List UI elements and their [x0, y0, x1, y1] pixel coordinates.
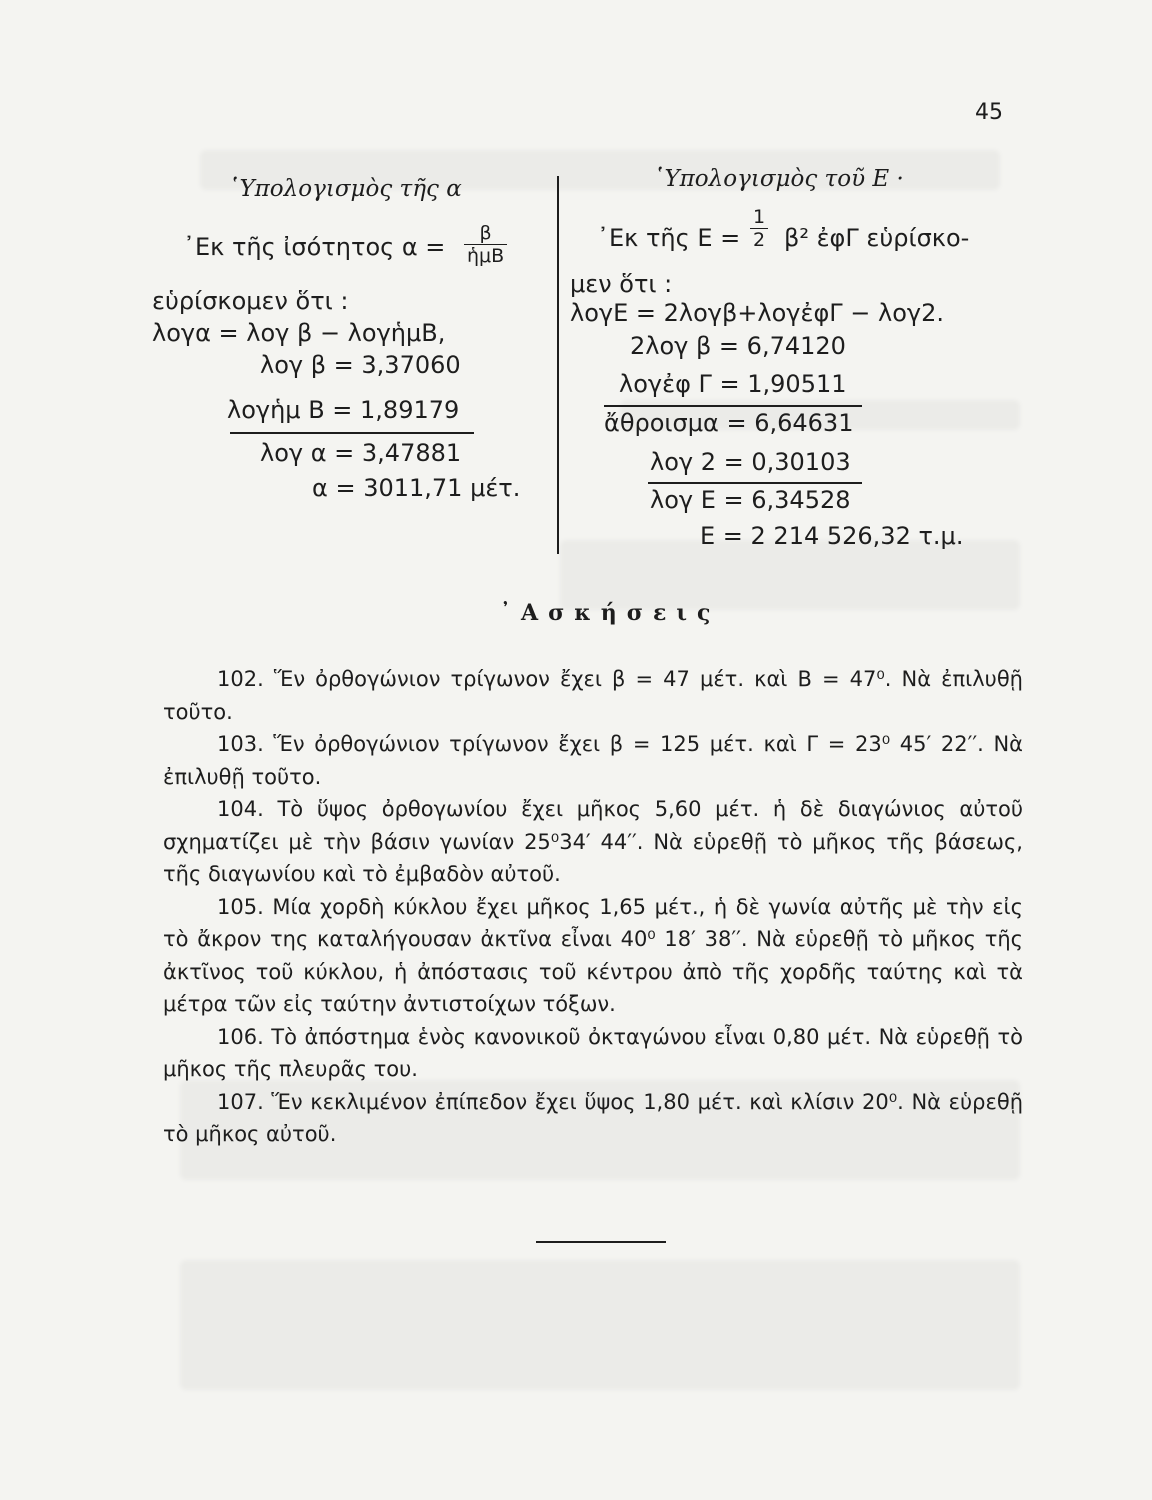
exercise-106: 106. Τὸ ἀπόστημα ἑνὸς κανονικοῦ ὀκταγώνου εἶναι 0,80 μέτ. Νὰ εὑρεθῇ τὸ μῆκος τῆς πλευρᾶς του.: [163, 1024, 1023, 1081]
left-line-1: λογα = λογ β − λογἡμΒ,: [152, 319, 446, 347]
left-fraction-numerator: β: [464, 222, 507, 245]
exercises-title: ᾿Ασκήσεις: [500, 600, 721, 626]
left-equation-text: ᾿Εκ τῆς ἰσότητος α =: [183, 233, 446, 261]
right-fraction-numerator: 1: [750, 206, 768, 229]
left-line-4: λογ α = 3,47881: [260, 439, 462, 467]
left-fraction-denominator: ἡμΒ: [467, 245, 505, 267]
column-divider: [557, 176, 559, 554]
right-line-6: λογ Ε = 6,34528: [650, 486, 851, 514]
right-equation-text-a: ᾿Εκ τῆς Ε =: [597, 224, 741, 252]
left-line-5: α = 3011,71 μέτ.: [312, 474, 521, 502]
right-line-1: λογΕ = 2λογβ+λογἐφΓ − λογ2.: [570, 299, 945, 327]
right-sum-rule-1: [604, 405, 862, 407]
right-line-4: ἄθροισμα = 6,64631: [604, 409, 854, 437]
right-find-text: μεν ὅτι :: [570, 270, 673, 298]
exercise-105: 105. Μία χορδὴ κύκλου ἔχει μῆκος 1,65 μέτ., ἡ δὲ γωνία αὐτῆς μὲ τὴν εἰς τὸ ἄκρον της καταλήγουσαν ἀκτῖνα εἶναι 40⁰ 18′ 38′′. Νὰ εὑρεθῇ τὸ μῆκος τῆς ἀκτῖνος τοῦ κύκλου, ἡ ἀπόστασις τοῦ κέντρου ἀπὸ τῆς χορδῆς ταύτης καὶ τὰ μέτρα τῶν εἰς ταύτην ἀντιστοίχων τόξων.: [163, 894, 1023, 1016]
right-heading: ῾Υπολογισμὸς τοῦ Ε ·: [653, 166, 904, 192]
right-line-5: λογ 2 = 0,30103: [650, 448, 851, 476]
exercise-104: 104. Τὸ ὕψος ὀρθογωνίου ἔχει μῆκος 5,60 μέτ. ἡ δὲ διαγώνιος αὐτοῦ σχηματίζει μὲ τὴν βάσιν γωνίαν 25⁰34′ 44′′. Νὰ εὑρεθῇ τὸ μῆκος τῆς βάσεως, τῆς διαγωνίου καὶ τὸ ἐμβαδὸν αὐτοῦ.: [163, 797, 1023, 886]
left-line-2: λογ β = 3,37060: [260, 351, 461, 379]
right-sum-rule-2: [648, 482, 862, 484]
right-equation-text-b: β² ἐφΓ εὑρίσκο-: [784, 224, 970, 252]
left-heading: ῾Υπολογισμὸς τῆς α: [228, 176, 462, 202]
page-number: 45: [975, 100, 1003, 125]
left-line-3: λογἡμ Β = 1,89179: [227, 396, 460, 424]
right-line-7: Ε = 2 214 526,32 τ.μ.: [700, 522, 964, 550]
exercise-103: 103. Ἕν ὀρθογώνιον τρίγωνον ἔχει β = 125 μέτ. καὶ Γ = 23⁰ 45′ 22′′. Νὰ ἐπιλυθῇ τοῦτο.: [163, 732, 1023, 789]
section-separator: [536, 1241, 666, 1243]
left-find-text: εὑρίσκομεν ὅτι :: [152, 287, 349, 315]
left-sum-rule: [230, 432, 474, 434]
bleed-through: [180, 1260, 1020, 1390]
right-line-2: 2λογ β = 6,74120: [630, 332, 846, 360]
right-fraction: [750, 206, 768, 251]
exercise-102: 102. Ἕν ὀρθογώνιον τρίγωνον ἔχει β = 47 μέτ. καὶ Β = 47⁰. Νὰ ἐπιλυθῇ τοῦτο.: [163, 667, 1023, 724]
right-fraction-denominator: 2: [753, 229, 766, 251]
exercise-107: 107. Ἕν κεκλιμένον ἐπίπεδον ἔχει ὕψος 1,80 μέτ. καὶ κλίσιν 20⁰. Νὰ εὑρεθῇ τὸ μῆκος αὐτοῦ.: [163, 1089, 1023, 1146]
right-line-3: λογἐφ Γ = 1,90511: [619, 370, 847, 398]
left-fraction: [464, 222, 507, 267]
exercises-list: [163, 663, 1023, 1151]
